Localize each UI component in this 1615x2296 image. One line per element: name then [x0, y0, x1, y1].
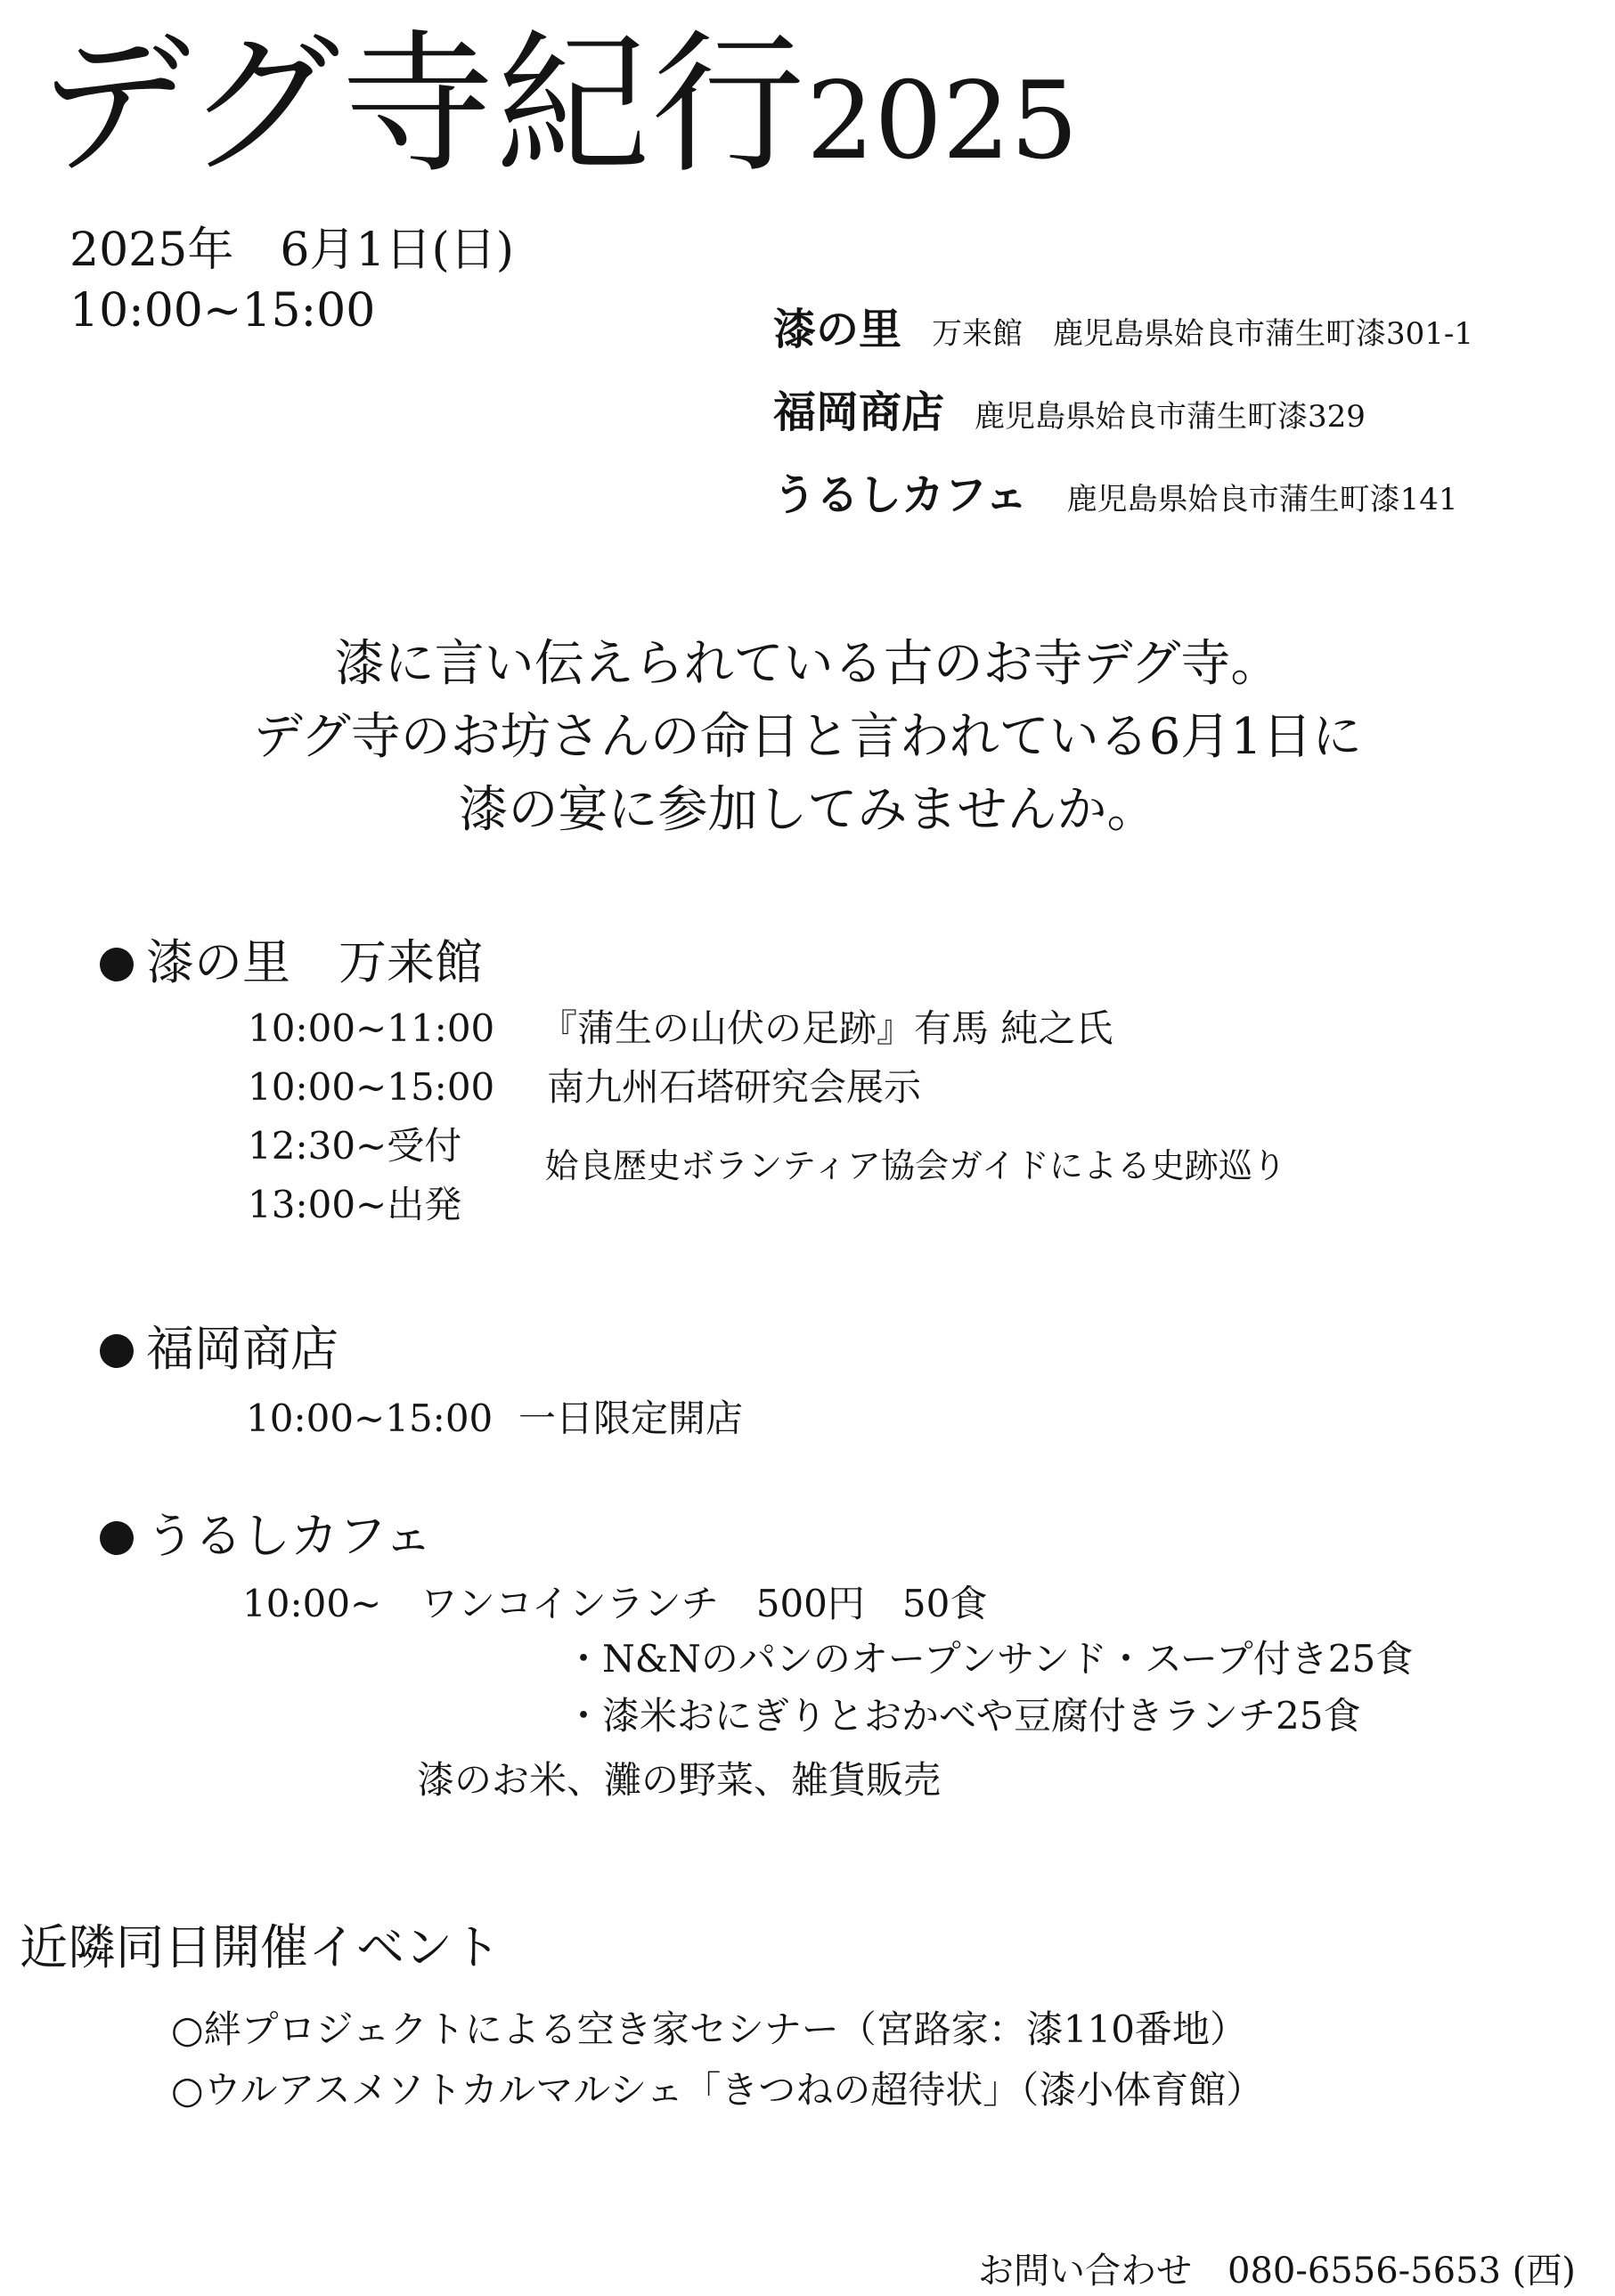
nearby-event-item: ○絆プロジェクトによる空き家セシナー（宮路家：漆110番地） [171, 2007, 1247, 2051]
venue-name: 福岡商店 [773, 387, 945, 437]
schedule-time: 10:00~11:00 [248, 1006, 495, 1050]
intro-line: 漆に言い伝えられている古のお寺デグ寺。 [334, 635, 1281, 693]
event-date: 2025年 6月1日(日) [69, 224, 515, 277]
schedule-event: 南九州石塔研究会展示 [547, 1065, 922, 1109]
venue-list [773, 303, 1473, 532]
bullet-icon [100, 1521, 134, 1555]
schedule-time: 10:00~15:00 [248, 1065, 495, 1109]
venue-address: 鹿児島県姶良市蒲生町漆329 [975, 399, 1366, 435]
venue-row [773, 468, 1473, 532]
section-heading-urushi-no-sato [100, 932, 483, 994]
event-time: 10:00~15:00 [69, 284, 376, 338]
schedule-time: 12:30~受付 [248, 1124, 462, 1168]
schedule-time: 10:00~15:00 [246, 1396, 493, 1440]
bullet-icon [100, 948, 134, 981]
lunch-offer: ワンコインランチ 500円 50食 [420, 1582, 988, 1625]
section-heading-fukuoka-shoten [100, 1318, 338, 1380]
contact-info: お問い合わせ 080-6556-5653 (西) [978, 2251, 1576, 2292]
bullet-icon [100, 1334, 134, 1368]
section-title: 漆の里 万来館 [146, 934, 483, 990]
section-heading-urushi-cafe [100, 1505, 432, 1567]
venue-row [773, 386, 1473, 449]
section-title: 福岡商店 [146, 1321, 338, 1377]
lunch-item: ・N&Nのパンのオープンサンド・スープ付き25食 [565, 1637, 1414, 1681]
nearby-event-item: ○ウルアスメソトカルマルシェ「きつねの超待状」（漆小体育館） [171, 2068, 1264, 2112]
nearby-events-heading: 近隣同日開催イベント [20, 1919, 501, 1975]
sales-note: 漆のお米、灘の野菜、雑貨販売 [417, 1758, 942, 1802]
section-title: うるしカフェ [146, 1508, 433, 1564]
schedule-time: 10:00~ [242, 1582, 382, 1625]
schedule-event: 姶良歴史ボランティア協会ガイドによる史跡巡り [545, 1146, 1286, 1185]
venue-name: うるしカフェ [773, 470, 1028, 520]
venue-address: 鹿児島県姶良市蒲生町漆141 [1066, 482, 1458, 517]
venue-row [773, 303, 1473, 366]
schedule-event: 『蒲生の山伏の足跡』有馬 純之氏 [540, 1006, 1113, 1050]
venue-address: 万来館 鹿児島県姶良市蒲生町漆301-1 [932, 316, 1474, 352]
page-title [37, 16, 1079, 211]
lunch-item: ・漆米おにぎりとおかべや豆腐付きランチ25食 [565, 1694, 1361, 1738]
intro-text [0, 628, 1615, 847]
schedule-time: 13:00~出発 [248, 1183, 462, 1226]
title-year: 2025 [806, 60, 1079, 183]
schedule-event: 一日限定開店 [518, 1396, 744, 1440]
intro-line: デグ寺のお坊さんの命日と言われている6月1日に [252, 708, 1363, 766]
intro-line: 漆の宴に参加してみませんか。 [458, 781, 1157, 839]
title-main: デグ寺紀行 [37, 15, 807, 194]
venue-name: 漆の里 [773, 305, 902, 354]
